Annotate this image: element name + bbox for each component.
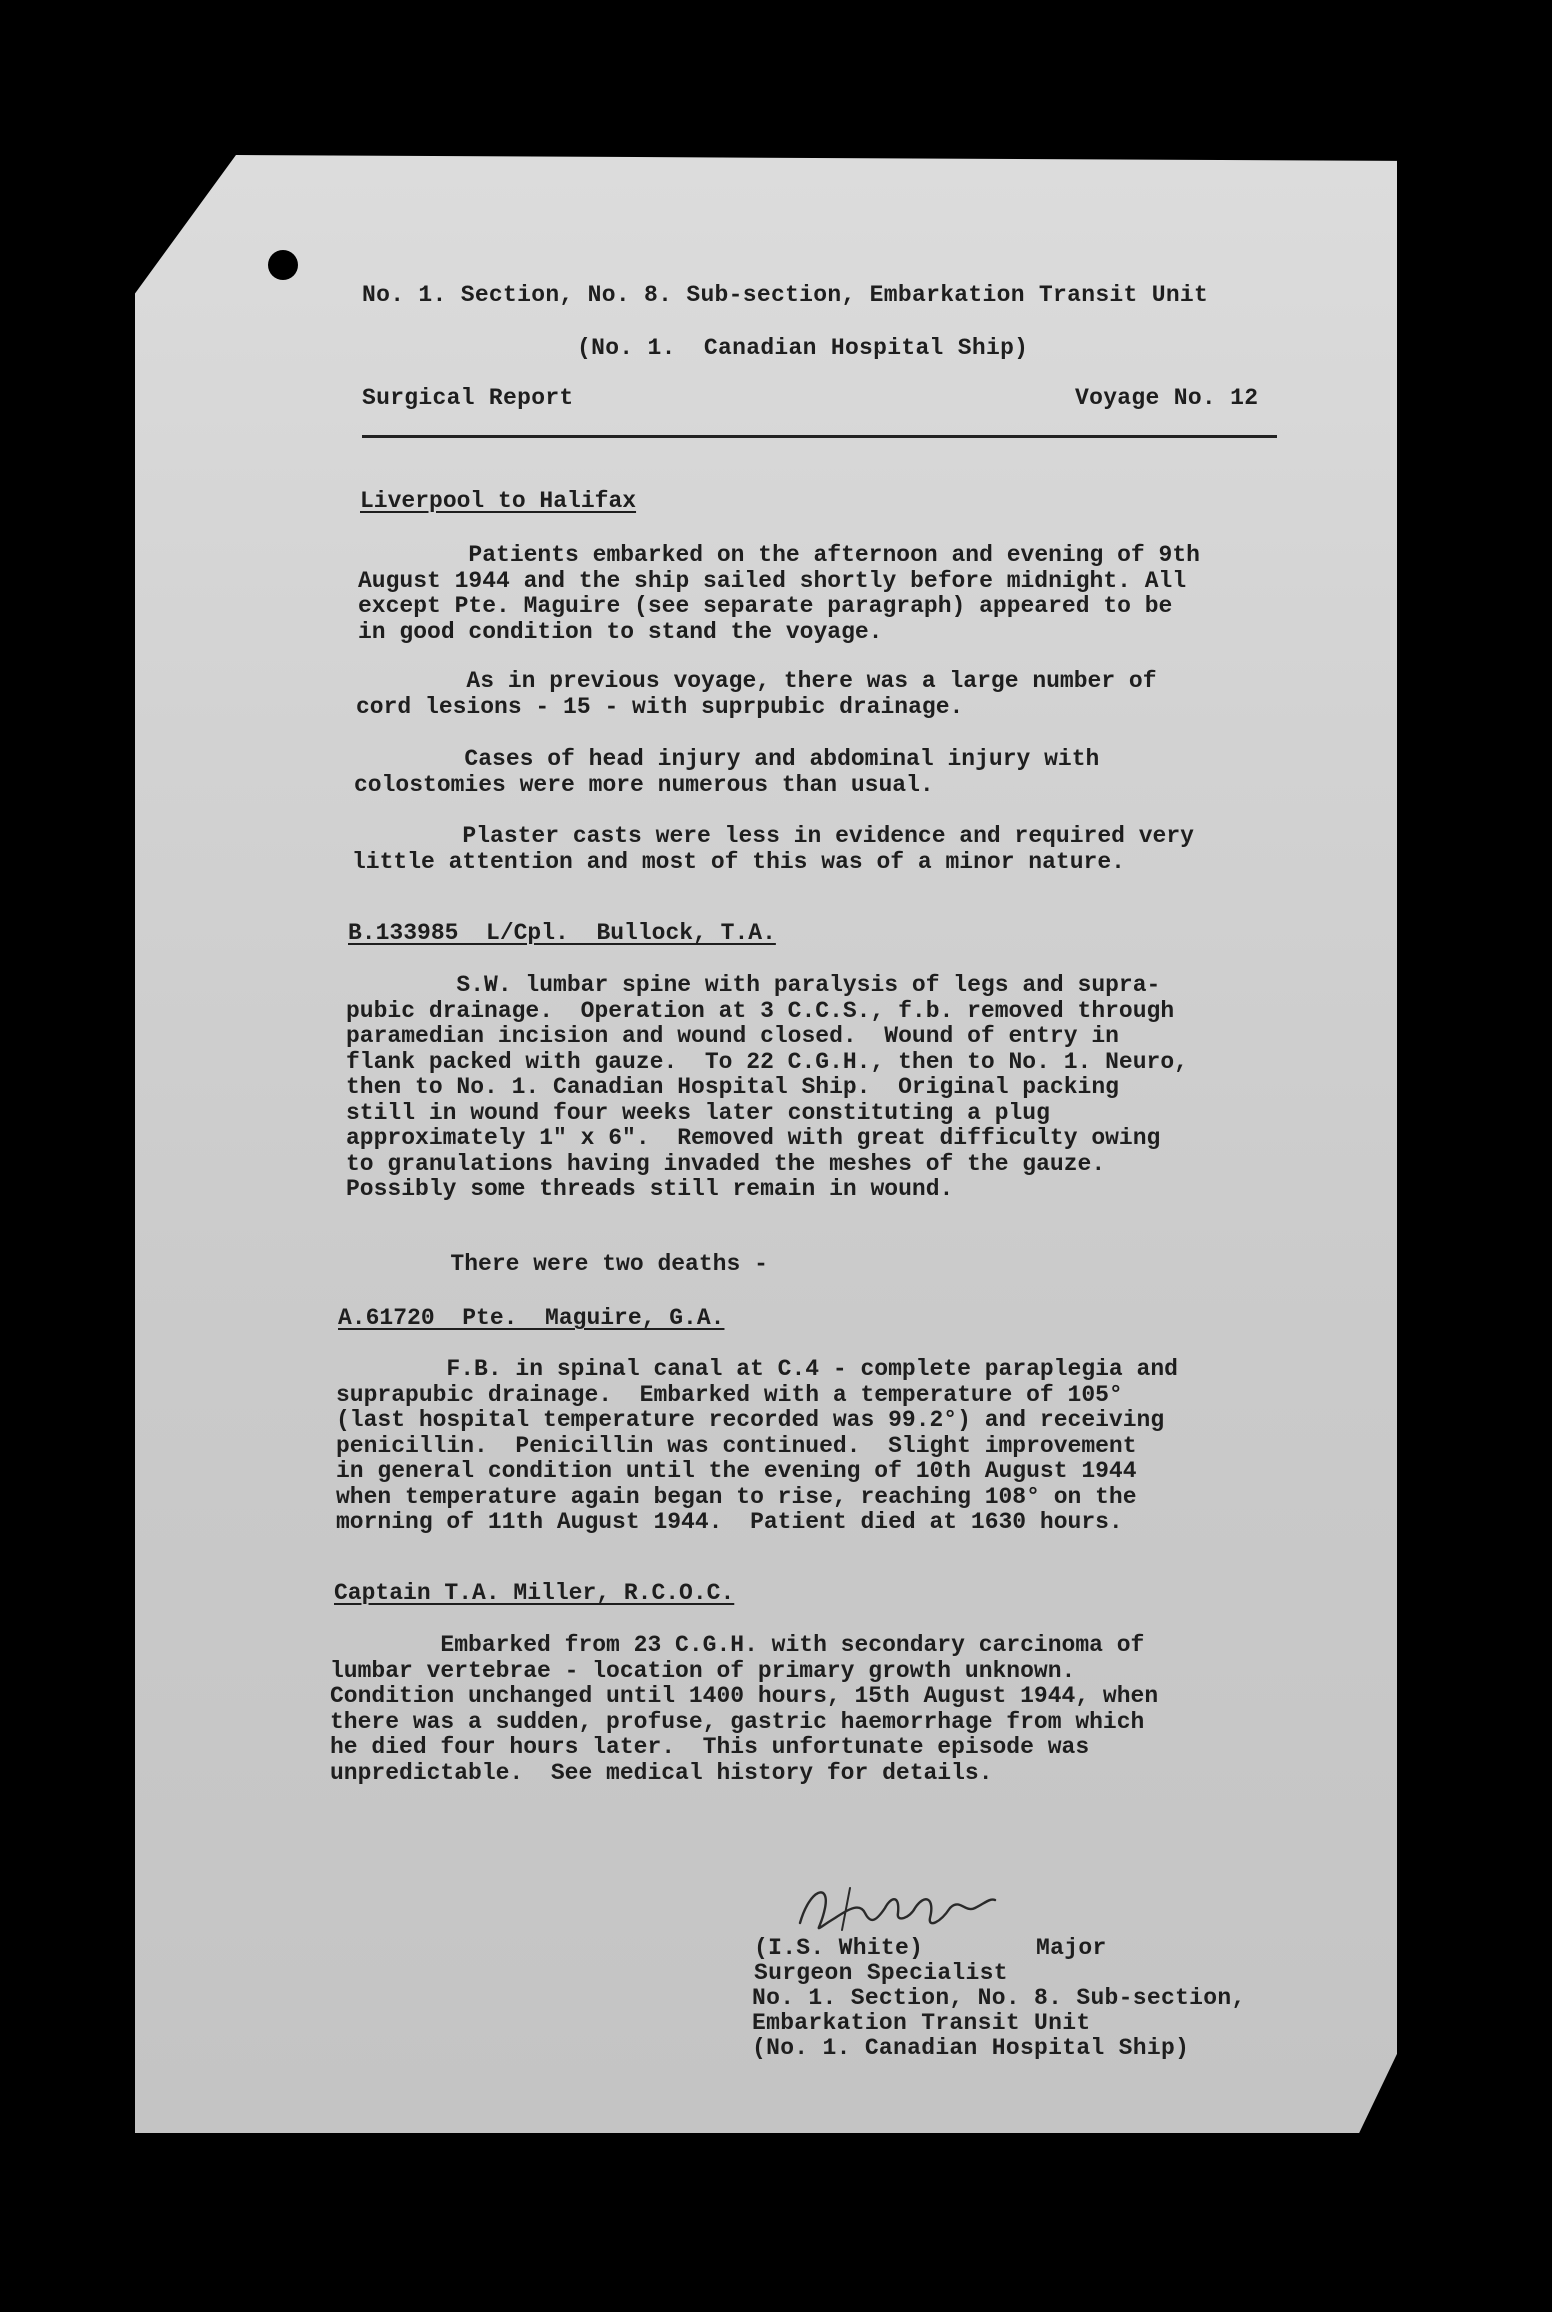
ship-line: (No. 1. Canadian Hospital Ship) [577, 335, 1029, 361]
unit-line: No. 1. Section, No. 8. Sub-section, Embarkation Transit Unit [362, 282, 1209, 308]
header-rule [362, 435, 1277, 438]
paragraph-cord-lesions: As in previous voyage, there was a large number of cord lesions - 15 - with suprpubic drainage. [356, 668, 1157, 720]
route-heading: Liverpool to Halifax [360, 488, 637, 514]
signatory-unit-2: Embarkation Transit Unit [752, 2010, 1091, 2036]
deaths-line: There were two deaths - [340, 1251, 768, 1277]
paragraph-head-injury: Cases of head injury and abdominal injury with colostomies were more numerous than usual. [354, 746, 1100, 798]
voyage-number: Voyage No. 12 [1075, 385, 1259, 411]
report-title: Surgical Report [362, 385, 574, 411]
signatory-title: Surgeon Specialist [754, 1960, 1008, 1986]
bullock-case-text: S.W. lumbar spine with paralysis of legs and supra- pubic drainage. Operation at 3 C.C.S., f.b. removed through paramedian incision and wound closed. Wound of entry in flank packed with gauze. To 22 C.G.H., then to No. 1. Neuro, then to No. 1. Canadian Hospital Ship. Original packing still in wound four weeks later constituting a plug approximately 1" x 6". Removed with great difficulty owing to granulations having invaded the meshes of the gauze. Possibly some threads still remain in wound. [346, 972, 1188, 1202]
miller-case-text: Embarked from 23 C.G.H. with secondary carcinoma of lumbar vertebrae - location of primary growth unknown. Condition unchanged until 1400 hours, 15th August 1944, when there was a sudden, profuse, gastric haemorrhage from which he died four hours later. This unfortunate episode was unpredictable. See medical history for details. [330, 1632, 1159, 1786]
miller-heading: Captain T.A. Miller, R.C.O.C. [334, 1580, 735, 1606]
signatory-name: (I.S. White) Major [754, 1935, 1107, 1961]
paragraph-embarkation: Patients embarked on the afternoon and evening of 9th August 1944 and the ship sailed shortly before midnight. All except Pte. Maguire (see separate paragraph) appeared to be in good condition to stand the voyage. [358, 542, 1200, 645]
handwritten-signature [790, 1878, 1000, 1938]
paragraph-plaster-casts: Plaster casts were less in evidence and required very little attention and most of this was of a minor nature. [352, 823, 1194, 875]
signatory-unit-1: No. 1. Section, No. 8. Sub-section, [752, 1985, 1246, 2011]
maguire-case-text: F.B. in spinal canal at C.4 - complete paraplegia and suprapubic drainage. Embarked with a temperature of 105° (last hospital temperature recorded was 99.2°) and receiving penicillin. Penicillin was continued. Slight improvement in general condition until the evening of 10th August 1944 when temperature again began to rise, reaching 108° on the morning of 11th August 1944. Patient died at 1630 hours. [336, 1356, 1178, 1535]
bullock-heading: B.133985 L/Cpl. Bullock, T.A. [348, 920, 776, 946]
maguire-heading: A.61720 Pte. Maguire, G.A. [338, 1305, 725, 1331]
signatory-unit-3: (No. 1. Canadian Hospital Ship) [752, 2035, 1190, 2061]
